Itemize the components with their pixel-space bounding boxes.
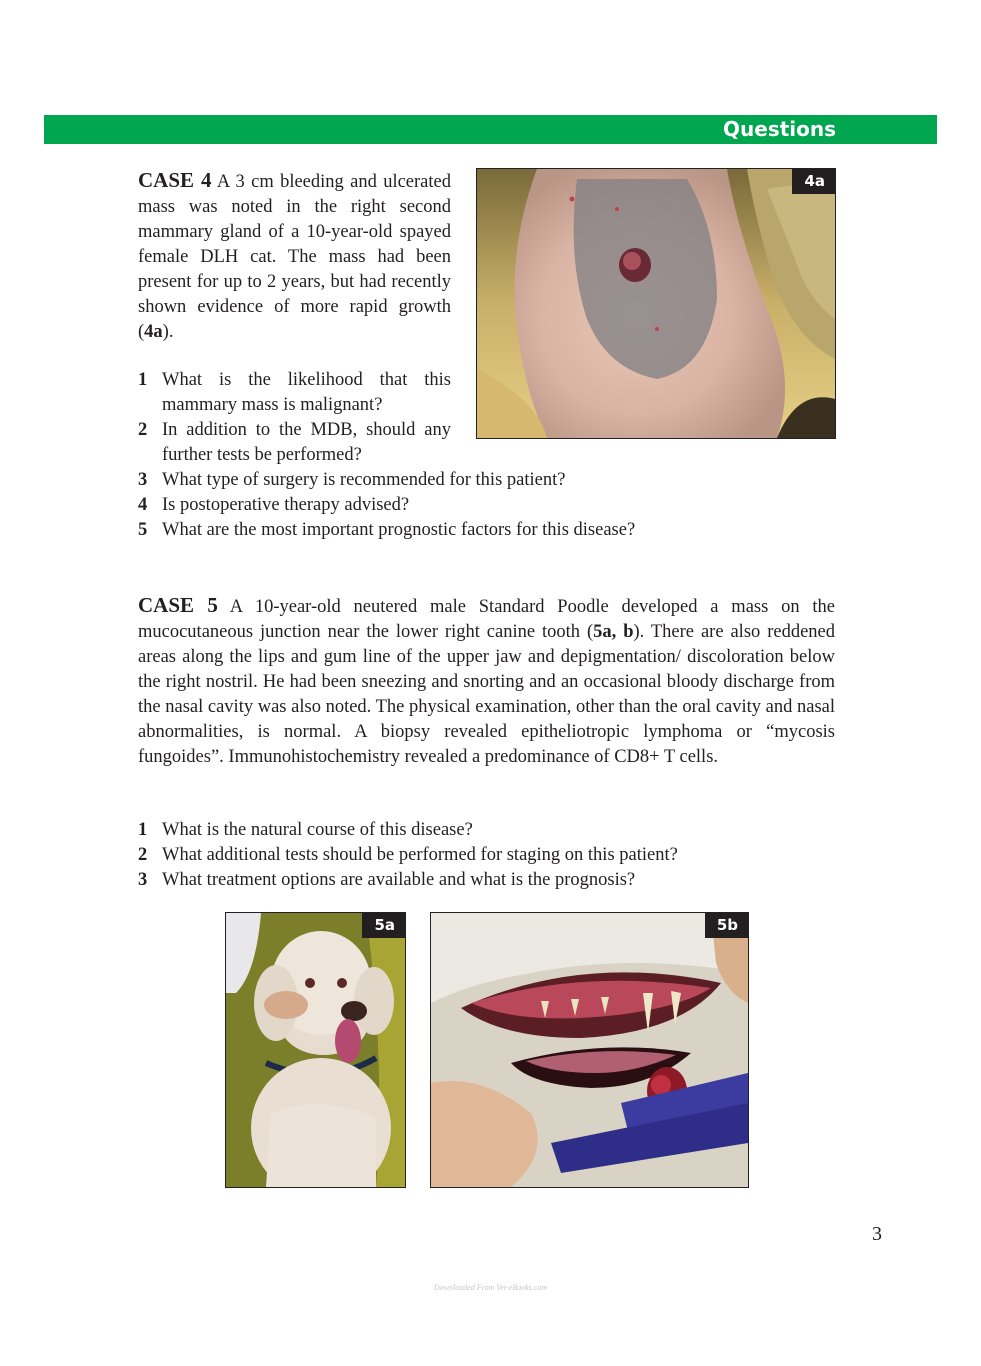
canine-mouth-mass-image [431,913,748,1187]
question-text: What are the most important prognostic factors for this disease? [162,520,636,540]
figure-5a-photo [225,912,406,1188]
case5-figure-ref: 5a, b [593,622,634,642]
question-number: 1 [138,370,148,390]
question-number: 3 [138,870,148,890]
list-item [138,518,838,543]
figure-5a-label: 5a [362,913,405,938]
page-number: 3 [872,1223,882,1245]
list-item [138,493,838,518]
case4-heading: CASE 4 [138,168,212,192]
case4-text: A 3 cm bleeding and ulcerated mass was noted in the right second mammary gland of a 10-year-old spayed female DLH cat. The mass had been present for up to 2 years, but had recently shown evidence of more rapid growth ( [138,172,451,342]
question-number: 2 [138,845,148,865]
question-text: Is postoperative therapy advised? [162,495,410,515]
list-item [138,418,451,468]
figure-4a-label: 4a [792,169,835,194]
section-banner [44,115,937,144]
question-number: 1 [138,820,148,840]
case5-heading: CASE 5 [138,593,218,617]
case5-questions [138,818,838,893]
question-number: 5 [138,520,148,540]
list-item [138,868,838,893]
list-item [138,843,838,868]
case4-figure-ref: 4a [144,322,163,342]
list-item [138,818,838,843]
watermark: Downloaded From Vet-eBooks.com [433,1283,548,1292]
question-number: 4 [138,495,148,515]
list-item [138,468,838,493]
question-text: What is the natural course of this disease? [162,820,473,840]
question-number: 2 [138,420,148,440]
case5-text-2: ). There are also reddened areas along the lips and gum line of the upper jaw and depigmentation/ discoloration below the right nostril. He had been sneezing and snorting and an occasional bloody discharge from the nasal cavity was also noted. The physical examination, other than the oral cavity and nasal abnormalities, is normal. A biopsy revealed epitheliotropic lymphoma or “mycosis fungoides”. Immunohistochemistry revealed a predominance of CD8+ T cells. [138,622,835,767]
case5-text: A 10-year-old neutered male Standard Poodle developed a mass on the mucocutaneous junction near the lower right canine tooth ( [138,597,835,642]
question-text: What is the likelihood that this mammary mass is malignant? [162,370,451,415]
case4-questions-long [138,468,838,543]
figure-5b-label: 5b [705,913,748,938]
case4-paragraph [138,168,451,345]
figure-5b-photo [430,912,749,1188]
question-number: 3 [138,470,148,490]
figure-4a-photo [476,168,836,439]
question-text: In addition to the MDB, should any further tests be performed? [162,420,451,465]
question-text: What additional tests should be performed for staging on this patient? [162,845,678,865]
poodle-image [226,913,405,1187]
question-text: What type of surgery is recommended for this patient? [162,470,566,490]
question-text: What treatment options are available and what is the prognosis? [162,870,636,890]
case4-text-close: ). [162,322,174,342]
section-title: Questions [722,117,836,141]
case4-questions-short [138,368,451,468]
list-item [138,368,451,418]
case5-paragraph [138,593,835,770]
cat-mammary-mass-image [477,169,835,438]
